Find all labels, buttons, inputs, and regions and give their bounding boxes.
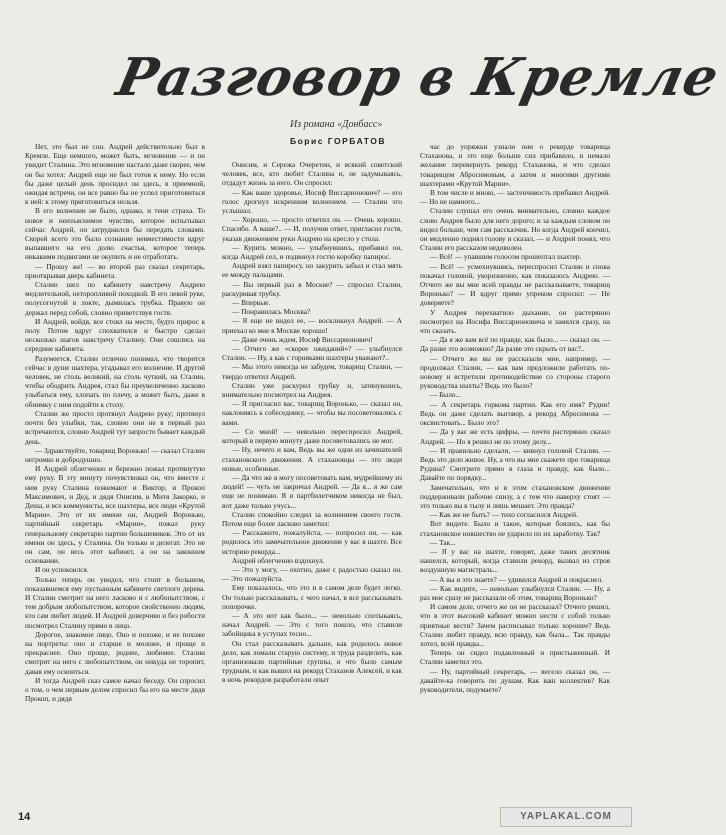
paragraph: — Да я же вам всё по правде, как было... — сказал он. — Да разве это возможно? Да разве это скрыть от вас?.. [420, 335, 610, 354]
paragraph: — Хорошо, — просто ответил он. — Очень хорошо. Спасибо. А ваше?.. — И, получив ответ, пригласил гостя, указав движением руки Андрею на кресло у стола. [222, 215, 402, 243]
text-column-2 [222, 160, 402, 815]
paragraph: — Я у вас на шахте, говорят, даже таких десятник нашелся, который, когда ставили рекорд, вызвал из строя воздушную магистраль... [420, 546, 610, 575]
paragraph: И он успокоился. [35, 565, 89, 575]
paragraph: — Ну, партийный секретарь, — весело сказал он, — давайте-ка говорить по душам. Как ваш коллектив? Как руководители, подумаете? [420, 666, 610, 694]
paragraph: — Отчего же вы не рассказали мне, например, — продолжал Сталин, — как вам предложили работать по-новому и встретили противодействие со стороны старого руководства шахты? Ведь это было? [420, 353, 610, 391]
paragraph: Ему показалось, что это и в самом деле будет легко. Он только рассказывать, с чего начал, в все рассказывать попорочке. [222, 583, 402, 611]
author-name: Борис ГОРБАТОВ [290, 136, 387, 146]
paragraph: — Всё! — упавшим голосом прошептал шахтер. [430, 252, 582, 262]
paragraph: — И правильно сделали, — кивнул головой Сталин. — Ведь это дело живое. Ну, а что вы мне скажете про товарища Рудина? Смотрите прямо в глаза и правду, как было... Давайте по порядку... [420, 445, 610, 483]
paragraph: Сталин уже раскурил трубку и, затянувшись, внимательно посмотрел на Андрея. [222, 380, 402, 400]
paragraph: Разумеется, Сталин отлично понимал, что творится сейчас в душе шахтера, угадывал его волнение. И другой человек, не столь великий, на столь чуткий, на Сталин, чтобы ободрить Андрея, стал бы преувеличенно ласково улыбаться ему, хлопать по плечу, а может быть, даже в обнимку с ним подойти к столу. [25, 353, 205, 409]
paragraph: — Да что же я могу посоветовать вам, мудрейшему из людей! — чуть не закричал Андрей. — Да я... я же сам еще не понимаю. Я и партбилетчиком никогда не был, вот даже только учусь... [222, 472, 402, 510]
paragraph: — А секретарь горкома партии. Как его имя? Рудин! Ведь он даже сделать выговор, а рекорд Абросимова — оксвистовать... Было это? [420, 399, 610, 428]
paragraph: — А это вот как было... — невольно спотыкаясь, начал Андрей. — Это с того пошло, что ставили забойщика в уступах тесно... [222, 610, 402, 639]
page-number: 14 [18, 811, 31, 823]
paragraph: И Андрей, войдя, все стоял на месте, будто прирос к полу. Потом вдруг спохватился и быстро сделал несколько шагов навстречу Сталину. Они сошлись на середине кабинета. [25, 316, 205, 354]
paragraph: — Было... [430, 390, 461, 400]
paragraph: Нет, это был не сон. Андрей действительно был в Кремле. Еще немного, может быть, мгновение — и он увидит Сталина. Это мгновение настало даже скорее, чем он бы хотел: Андрей еще не был готов к нему. Но если бы даже целый день просидел он здесь, в приемной, ожидая встречи, он все равно бы не успел приготовиться к ней: к этому приготовиться нельзя. [25, 142, 205, 207]
paragraph: — Всё! — усмехнувшись, переспросил Сталин и снова покачал головой, укоризненно, как показалось Андрею. — Отчего же вы мне всей правды не рассказываете, товарищ Воронько? — И вдруг прямо упреком спросил: — Не доверяете? [420, 261, 610, 308]
paragraph: — Вы первый раз в Москве? — спросил Сталин, раскуривая трубку. [222, 279, 402, 298]
paragraph: — Прошу же! — во второй раз сказал секретарь, приоткрывая дверь кабинета. [25, 261, 205, 280]
paragraph: — Мы этого никогда не забудем, товарищ Сталин, — твердо ответил Андрей. [222, 362, 402, 381]
paragraph: В том числе и мною, — застенчивость прибавил Андрей. — Но не намного... [420, 188, 610, 207]
watermark-logo: YAPLAKAL.COM [500, 807, 632, 827]
paragraph: Сталин шел по кабинету навстречу Андрею медлительной, неторопливой походкой. В его левой руке, полусогнутой в локте, дымилась трубка. Правую он держал перед собой, словно приветствуя гостя. [25, 280, 205, 317]
paragraph: — Даже очень ждем, Иосиф Виссарионович! [232, 334, 373, 344]
paragraph: Вот видите. Было и такое, которые боялись, как бы стахановское новшество не ударило по их заработку. Так? [420, 519, 610, 538]
paragraph: — Так... [430, 537, 456, 547]
paragraph: Только теперь он увидел, что стоит в большом, показавшемся ему пустынным кабинете светлого дерева. И Сталин смотрит на него ласково и с любопытством, с тем добрым любопытством, которое свойственно людям, кто сам любит людей. И Андрей доверчиво и без робости посмотрел Сталину прямо в лицо. [25, 574, 205, 630]
paragraph: У Андрея перехватило дыхание, он растерянно посмотрел на Иосифа Виссарионовича и замялся сразу, на что сказать. [420, 307, 610, 336]
paragraph: Дорогое, знакомое лицо. Оно и похоже, и не похоже на портреты: оно и старше и моложе, и проще и прекраснее. Оно проще, роднее, любимее. Сталин смотрит на него с любопытством, он никуда не торопит, давая ему освоиться. [25, 629, 205, 676]
paragraph: В его волнении не было, однако, и тени страха. То новое и неизъяснимое чувство, которое испытывал сейчас Андрей, он затруднился бы передать словами. Скорей всего это было сознание невместимости вдруг выпавшего на его долю счастья, которое теперь никакими подвигами не окупить и не отработать. [25, 206, 205, 262]
paragraph: — А вы и это знаете? — удивился Андрей и покраснел. [430, 574, 603, 584]
paragraph: час до упряжки узнали они о рекорде товарища Стаханова, и это еще больше сил прибавило, и немало желание перевернуть рекорд Стаханова, и что сделал товарищем Абросимовым, а затем и многими другими шахтерами «Крутой Марии». [420, 142, 610, 188]
paragraph: — Это у могу, — охотно, даже с радостью сказал он. — Это пожалуйста. [222, 564, 402, 584]
paragraph: — Да у вас же есть цифры, — почти растерянно сказал Андрей. — Но я решил не по этому делу... [420, 427, 610, 446]
text-column-3 [420, 142, 610, 822]
paragraph: Сталин слушал его очень внимательно, словно каждое слово Андрея было для него дорого; и за каждым словом он видел больше, чем сам рассказчик. Но когда Андрей кончил, он медленно поднял голову и сказал, — и Андрей понял, что Сталин его рассказом недоволен. [420, 206, 610, 253]
paragraph: — Как же не быть? — тихо согласился Андрей. [430, 510, 578, 520]
paragraph: Андрей облегченно вздохнул. [232, 555, 325, 565]
paragraph: Замечательно, что и в этом стахановском движении поддерживали рабочие снизу, а с тем что наверху стоят — это только вы в тылу и лишь мешает. Это правда? [420, 482, 610, 510]
paragraph: Онисим, и Сережа Очеретин, и всякий советский человек, все, кто любит Сталина и, не задумываясь, отдадут жизнь за него. Он спросил: [222, 160, 402, 188]
paragraph: Сталин же просто протянул Андрею руку; протянул почти без улыбки, так, словно они не в первый раз встречаются, словно Андрей тут запросто бывает каждый день. [25, 408, 205, 446]
paragraph: И Андрей облегченно и бережно пожал протянутую ему руку. В эту минуту почувствовал он, что вместе с ним руку Сталина пожимают и Виктор, и Прокоп Максимович, и Дед, и дядя Онисим, и Митя Закорко, и Деша, и все коммунисты, все шахтеры, все люди «Крутой Марии». Это от их имени он, Андрей Воронько, партийный секретарь «Марии», пожал руку генеральному секретарю партии большевиков. Это от их имени он здесь, у Сталина. Он только и делегат. Это не он сам, он весь этот кабинет, а он на законном основании. [25, 464, 205, 566]
paragraph: — Курить можно, — улыбнувшись, прибавил он, когда Андрей сел, и подвинул гостю коробку папирос. [222, 242, 402, 262]
paragraph: — Впервые. [232, 298, 271, 308]
paragraph: — Как ваше здоровье, Иосиф Виссарионович? — его голос дрогнул искренним волнением. — Сталин это услышал. [222, 187, 402, 216]
paragraph: — Понравилась Москва? [232, 307, 311, 317]
paragraph: Он стал рассказывать дальше, как родилось новое дело, как ломали старую систему, и труда разделить, как организовали партийные группы, и что было самым трудным, и как вышел на рекорд Стаханов Алексей, и как в ночь рекордов разработали опыт [222, 638, 402, 685]
paragraph: — Я пригласил вас, товарищ Воронько, — сказал он, наклоняясь к собеседнику, — чтобы вы посоветовались с вами. [222, 399, 402, 427]
paragraph: Теперь он сидел подавленный и пристыженный. И Сталин заметил это. [420, 648, 610, 667]
article-subtitle: Из романа «Донбасс» [290, 119, 383, 130]
article-title: Разговор в Кремле [111, 47, 725, 108]
paragraph: — Расскажите, пожалуйста, — попросил он, — как родилось это замечательное движение у вас в шахте. Все историю рекорда... [222, 528, 402, 556]
paragraph: — Как видите, — невольно улыбнулся Сталин. — Ну, а раз мне сразу не рассказали об этом, товарищ Воронько? [420, 583, 610, 602]
paragraph: Андрей взял папиросу, но закурить забыл и стал мять ее между пальцами. [222, 261, 402, 280]
paragraph: И самом деле, отчего же он не рассказал? Отчего решил, что в этот высокий кабинет можно нести с собой только приятные вести? Зачем расписывал только хорошее? Ведь Сталин любит правду, всю правду, как была... Так правды хотел, всей правды... [420, 602, 610, 648]
paragraph: Сталин спокойно следил за волнением своего гостя. Потом еще более ласково заметил: [222, 509, 402, 528]
text-column-1 [25, 142, 205, 812]
paragraph: — Ну, нечего и вам, Ведь вы же одни из зачинателей стахановского движения. А стахановцы — это люди новые, особенные. [222, 445, 402, 473]
paragraph: — Я еще не видел ее, — воскликнул Андрей. — А приехал ко мне в Москве хорошо! [222, 316, 402, 335]
paragraph: — Со мной! — невольно переспросил Андрей, который в первую минуту даже посоветовались не мог. [222, 426, 402, 446]
paragraph: — Отчего же «скорее ожиданий»? — улыбнулся Сталин. — Ну, а как с горняками шахтеры уважают?.. [222, 344, 402, 363]
paragraph: И тогда Андрей сказ самое начал беседу. Он спросил о том, о чем первым делом спросил бы его на месте дядя Прокоп, и дядя [25, 675, 205, 704]
paragraph: — Здравствуйте, товарищ Воронько! — сказал Сталин негромко и добродушно. [25, 445, 205, 464]
